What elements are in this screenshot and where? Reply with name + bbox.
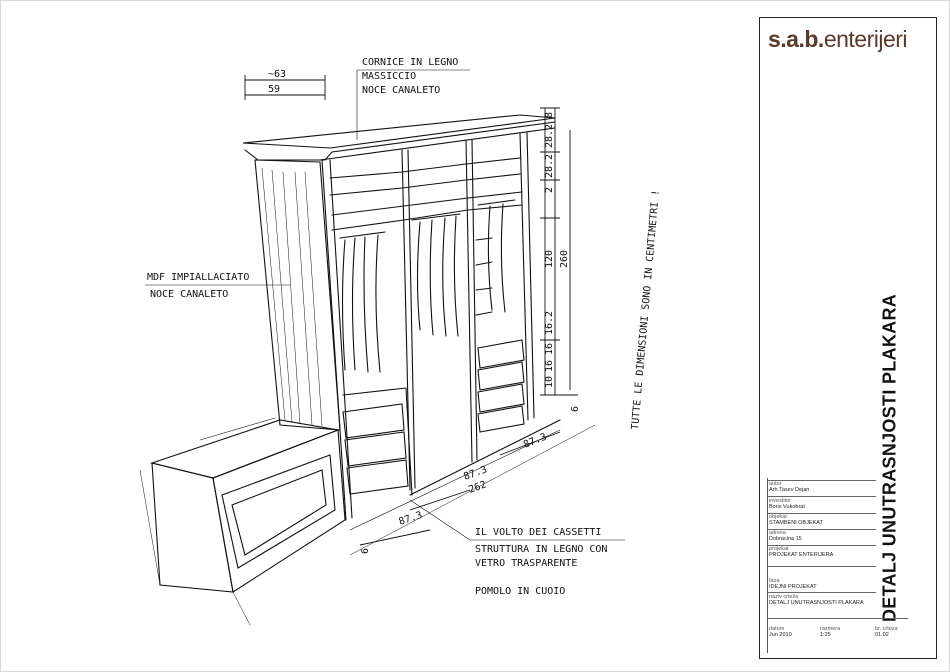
investitor-field [769,498,805,510]
dim-h2: 28.2 [544,123,555,148]
drawers-note-1: IL VOLTO DEI CASSETTI [475,527,602,538]
br-crteza-label: br. crteza [875,626,898,632]
mdf-note-2: NOCE CANALETO [150,289,229,300]
dim-h1: 8 [544,111,555,118]
objekat-label: objekat [769,514,787,520]
autor-label: autor [769,481,782,487]
datum-value: Jun 2010 [769,632,792,638]
title-block [759,17,937,659]
drawers-note-3: VETRO TRASPARENTE [475,558,578,569]
cornice-note-1: CORNICE IN LEGNO [362,57,459,68]
projekat-value: PROJEKAT ENTERIJERA [769,552,834,558]
objekat-field [769,514,823,526]
autor-field [769,481,809,493]
datum-field [769,626,792,638]
info-divider [768,592,876,593]
projekat-label: projekat [769,546,789,552]
dim-h5: 120 [544,249,555,268]
logo-light: enterijeri [823,26,908,52]
faza-value: IDEJNI PROJEKAT [769,584,817,590]
dim-w1: 87.3 [397,509,424,528]
drawers-note-2: STRUTTURA IN LEGNO CON [475,544,608,555]
naziv-field [769,594,864,606]
adresa-label: adresa [769,530,786,536]
dim-h8: 16 [544,342,555,355]
faza-field [769,578,817,590]
dim-w2: 87.3 [462,464,489,483]
cornice-note-2: MASSICCIO [362,71,417,82]
info-divider [768,618,908,619]
investitor-label: investitor [769,498,792,504]
info-divider [768,566,876,567]
dim-w5: 6 [360,547,371,554]
dim-h6: 260 [559,249,570,268]
projekat-field [769,546,833,558]
adresa-field [769,530,802,542]
dim-h11: 6 [570,405,581,412]
faza-label: faza [769,578,780,584]
objekat-value: STAMBENI OBJEKAT [769,520,823,526]
adresa-value: Dobracina 15 [769,536,802,542]
naziv-label: naziv crteža [769,594,799,600]
dim-h3: 28.2 [544,153,555,178]
mdf-note-1: MDF IMPIALLACIATO [147,272,250,283]
logo-bold: s.a.b. [768,26,824,52]
cornice-note-3: NOCE CANALETO [362,85,441,96]
handle-note: POMOLO IN CUOIO [475,586,566,597]
units-note: TUTTE LE DIMENSIONI SONO IN CENTIMETRI ! [630,189,662,431]
razmera-label: razmera [820,626,841,632]
naziv-value: DETALJ UNUTRASNJOSTI PLAKARA [769,600,864,606]
dim-h7: 16.2 [544,310,555,335]
dim-top-a: ~63 [268,69,287,80]
dim-h10: 10 [544,375,555,388]
drawing-title: DETALJ UNUTRASNJOSTI PLAKARA [879,293,900,623]
dim-top-b: 59 [268,84,281,95]
investitor-value: Boris Vukobrat [769,504,805,510]
dim-w4: 87.3 [522,431,549,451]
datum-label: datum [769,626,785,632]
br-crteza-field [875,626,898,638]
br-crteza-value: 01.02 [875,632,889,638]
company-logo [768,26,928,56]
dim-h9: 16 [544,359,555,372]
dim-w3: 262 [467,479,488,496]
dim-h4: 2 [544,186,555,193]
razmera-value: 1:25 [820,632,831,638]
autor-value: Arh.Tasev Dejan [769,487,810,493]
razmera-field [820,626,840,638]
info-divider [768,496,876,497]
